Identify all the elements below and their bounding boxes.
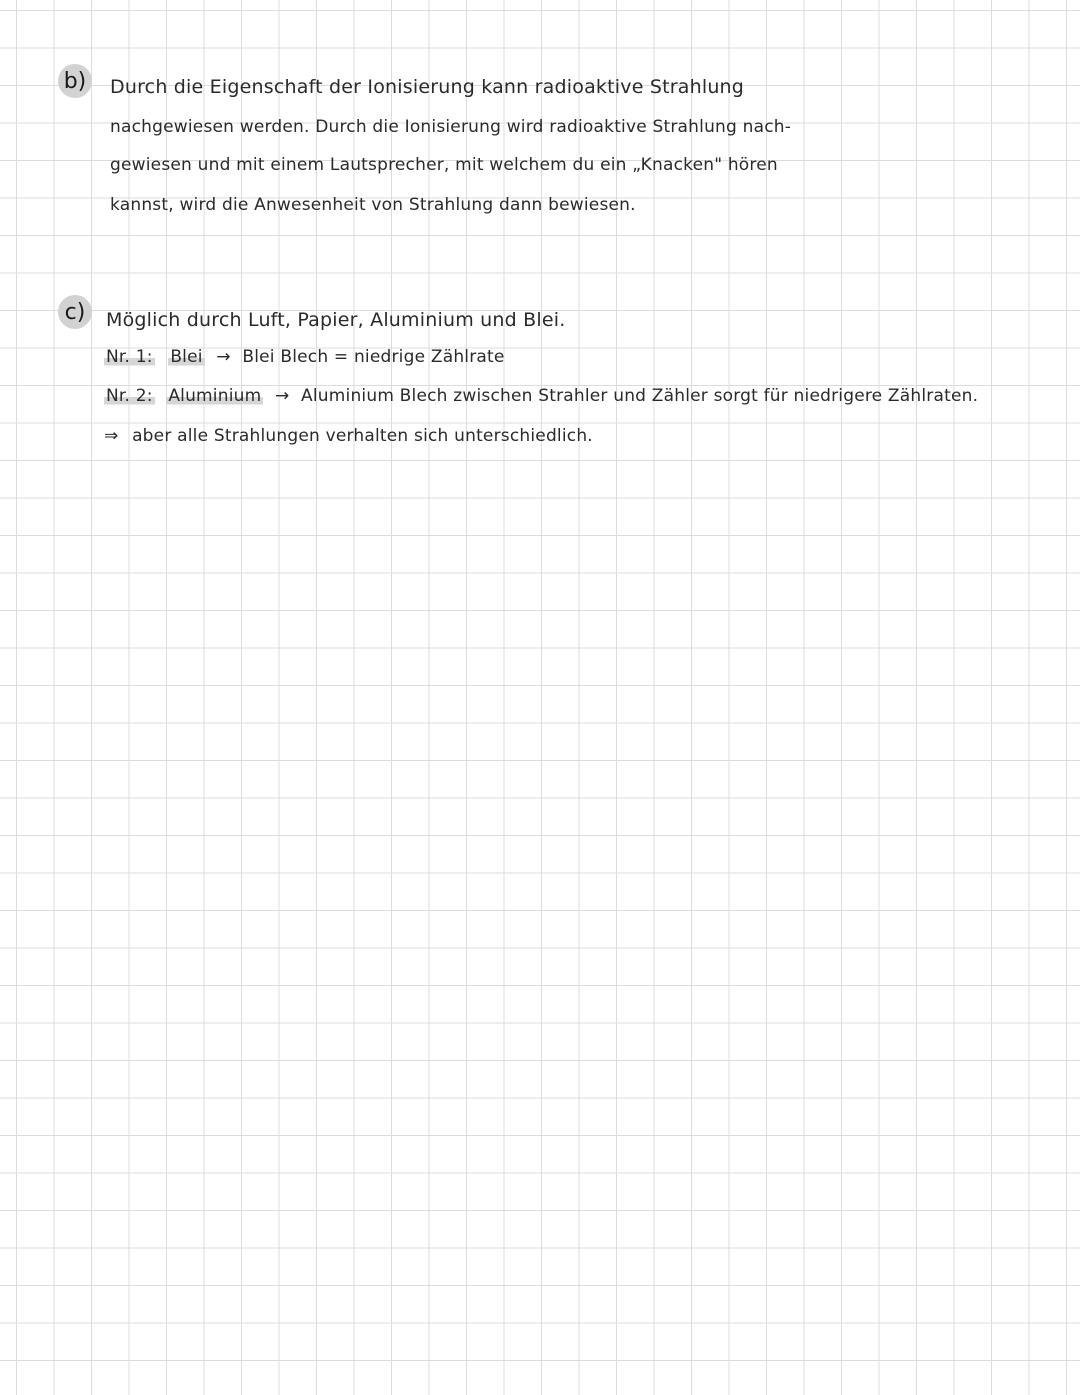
section-b-line-4: kannst, wird die Anwesenheit von Strahlung dann bewiesen. <box>110 195 636 215</box>
section-c-intro: Möglich durch Luft, Papier, Aluminium und Blei. <box>106 309 566 331</box>
arrow-right-icon: → <box>274 386 290 406</box>
section-c-item-2 <box>104 386 978 406</box>
item-1-result: Blei Blech = niedrige Zählrate <box>242 347 505 367</box>
item-2-material: Aluminium <box>168 386 262 406</box>
item-2-number: Nr. 2: <box>106 386 153 406</box>
arrow-right-icon: → <box>216 347 231 367</box>
conclusion-text: aber alle Strahlungen verhalten sich unterschiedlich. <box>132 426 593 446</box>
section-c-label-text: c) <box>64 299 86 325</box>
section-b-line-3: gewiesen und mit einem Lautsprecher, mit welchem du ein „Knacken" hören <box>110 155 778 175</box>
section-c-conclusion <box>104 426 593 446</box>
item-1-material: Blei <box>170 347 203 367</box>
double-arrow-icon: ⇒ <box>104 426 119 446</box>
section-b-label-text: b) <box>63 68 87 94</box>
section-b-line-2: nachgewiesen werden. Durch die Ionisierung wird radioaktive Strahlung nach- <box>110 117 792 137</box>
item-2-result: Aluminium Blech zwischen Strahler und Zähler sorgt für niedrigere Zählraten. <box>301 386 979 406</box>
section-c-label <box>58 295 92 329</box>
section-c-item-1 <box>104 347 505 367</box>
section-b-line-1: Durch die Eigenschaft der Ionisierung kann radioaktive Strahlung <box>110 76 745 98</box>
item-1-number: Nr. 1: <box>106 347 153 367</box>
section-b-label <box>58 64 92 98</box>
